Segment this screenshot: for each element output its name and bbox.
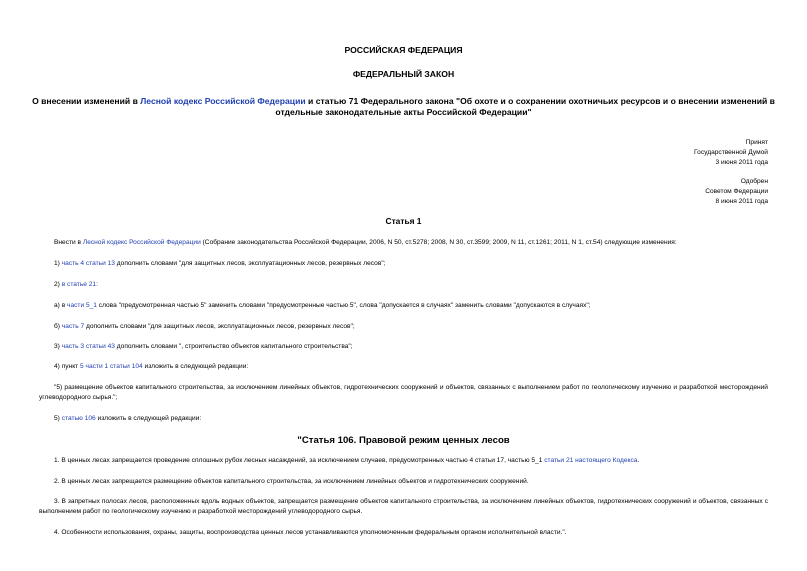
article-106-paragraph-4: 4. Особенности использования, охраны, защиты, воспроизводства ценных лесов устанавливаются уполномоченным федеральным органом исполнительной власти.". (54, 529, 567, 536)
item3-link[interactable]: часть 3 статьи 43 (61, 343, 115, 350)
article-106-paragraph-3: 3. В запретных полосах лесов, расположенных вдоль водных объектов, запрещается размещение объектов капитального строительства, за исключением линейных объектов, гидротехнических сооружений и объектов, связанных с выполнением работ по геологическому изучению и разработкой месторождений углеводородного сырья. (39, 498, 768, 515)
amendment-item-1 (39, 259, 768, 269)
law-type-heading: ФЕДЕРАЛЬНЫЙ ЗАКОН (352, 69, 455, 79)
intro-sources: (Собрание законодательства Российской Федерации, 2006, N 50, ст.5278; 2008, N 30, ст.3599; 2009, N 11, ст.1261; 2011, N 1, ст.54) следующие изменения: (200, 239, 677, 246)
amendment-item-5 (39, 414, 768, 424)
item-number: 3) (54, 343, 62, 350)
title-rest: и статью 71 Федерального закона "Об охоте и о сохранении охотничьих ресурсов и о внесении изменений в отдельные законодательные акты Российской Федерации" (275, 96, 775, 117)
adoption-info (694, 138, 768, 168)
article-106-heading: "Статья 106. Правовой режим ценных лесов (297, 435, 510, 446)
intro-text: Внести в (54, 239, 83, 246)
item4-link-article[interactable]: части 1 статьи 104 (85, 363, 143, 370)
item5-link[interactable]: статью 106 (61, 415, 96, 422)
item-text: 4) пункт (54, 363, 81, 370)
approval-body: Советом Федерации (705, 188, 768, 195)
article21-link[interactable]: статьи 21 настоящего Кодекса (544, 457, 638, 464)
item-number: 1) (54, 260, 62, 267)
paragraph-text: 1. В ценных лесах запрещается проведение сплошных рубок лесных насаждений, за исключением случаев, предусмотренных частью 4 статьи 17, частью 5_1 (54, 457, 545, 464)
item1-link[interactable]: часть 4 статьи 13 (61, 260, 115, 267)
item2b-link[interactable]: часть 7 (61, 323, 85, 330)
item-text: дополнить словами "для защитных лесов, эксплуатационных лесов, резервных лесов"; (84, 323, 355, 330)
item-text: изложить в следующей редакции: (95, 415, 202, 422)
approval-status: Одобрен (740, 178, 768, 185)
amendment-item-2b (39, 322, 768, 332)
article-1-heading: Статья 1 (385, 216, 422, 226)
intro-forest-code-link[interactable]: Лесной кодекс Российской Федерации (82, 239, 201, 246)
adoption-date: 3 июня 2011 года (715, 159, 768, 166)
amendment-item-3 (39, 342, 768, 352)
approval-date: 8 июня 2011 года (715, 198, 768, 205)
article-1-intro (39, 238, 768, 248)
paragraph-end: . (637, 457, 640, 464)
adoption-body: Государственной Думой (694, 149, 768, 156)
item-text: изложить в следующей редакции: (142, 363, 249, 370)
item-text: б) (54, 323, 62, 330)
quoted-point-5: "5) размещение объектов капитального строительства, за исключением линейных объектов, гидротехнических сооружений и объектов, связанных с выполнением работ по геологическому изучению и разработкой месторождений углеводородного сырья."; (39, 384, 768, 401)
item-number: 5) (54, 415, 62, 422)
article-106-paragraph-2: 2. В ценных лесах запрещается размещение объектов капитального строительства, за исключением линейных объектов и гидротехнических сооружений. (54, 478, 529, 485)
item-text: дополнить словами "для защитных лесов, эксплуатационных лесов, резервных лесов"; (114, 260, 386, 267)
title-prefix: О внесении изменений в (32, 96, 141, 106)
article-106-paragraph-1 (39, 456, 768, 466)
approval-info (705, 177, 768, 207)
adoption-status: Принят (745, 139, 768, 146)
item2-link[interactable]: в статье 21 (61, 281, 97, 288)
amendment-item-2a (39, 301, 768, 311)
amendment-item-4 (39, 362, 768, 372)
amendment-item-2 (39, 280, 768, 290)
country-heading: РОССИЙСКАЯ ФЕДЕРАЦИЯ (344, 45, 463, 55)
item-text: слова "предусмотренная частью 5" заменить словами "предусмотренные частью 5", слова "допускается в случаях" заменить словами "допускаются в случаях"; (96, 302, 591, 309)
item-number: 2) (54, 281, 62, 288)
law-title (28, 96, 779, 118)
item-text: дополнить словами ", строительство объектов капитального строительства"; (114, 343, 353, 350)
item-text: а) в (54, 302, 68, 309)
item2a-link[interactable]: части 5_1 (67, 302, 97, 309)
item-text: : (96, 281, 98, 288)
forest-code-link[interactable]: Лесной кодекс Российской Федерации (140, 96, 306, 106)
item4-link-point[interactable]: 5 (80, 363, 84, 370)
